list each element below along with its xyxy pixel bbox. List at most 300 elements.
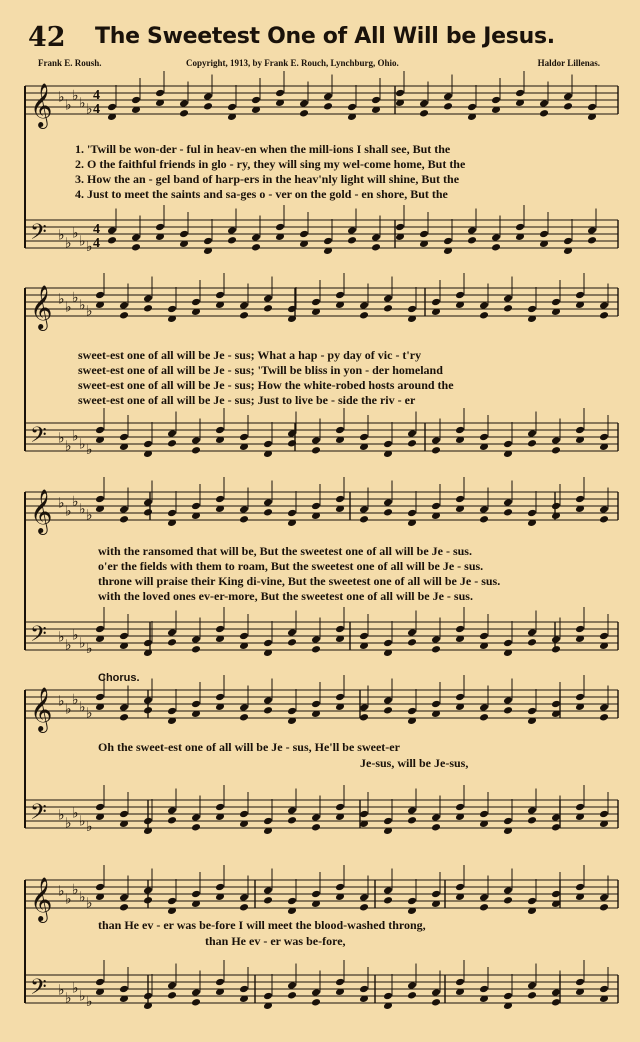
note-head: [299, 109, 309, 118]
note-head: [551, 502, 561, 511]
bass-clef-icon: 𝄢: [30, 622, 47, 652]
lyric-line: sweet-est one of all will be Je - sus; What a hap - py day of vic - t'ry: [78, 348, 422, 362]
note-head: [95, 426, 105, 435]
flat-icon: ♭: [65, 815, 72, 832]
flat-icon: ♭: [79, 635, 86, 652]
note-head: [359, 985, 369, 994]
note-head: [479, 893, 489, 902]
note-head: [119, 703, 129, 712]
system-5: [0, 870, 640, 1030]
note-head: [383, 639, 393, 648]
note-head: [275, 89, 285, 98]
note-head: [179, 230, 189, 239]
flat-icon: ♭: [79, 813, 86, 830]
treble-clef-icon: 𝄞: [30, 83, 53, 127]
note-head: [431, 998, 441, 1007]
note-head: [143, 896, 153, 905]
note-head: [191, 813, 201, 822]
note-head: [527, 638, 537, 647]
note-head: [119, 311, 129, 320]
note-head: [311, 890, 321, 899]
flat-icon: ♭: [79, 988, 86, 1005]
note-head: [191, 446, 201, 455]
note-head: [527, 509, 537, 518]
note-head: [407, 981, 417, 990]
note-head: [467, 226, 477, 235]
lyric-line: 1. 'Twill be won-der - ful in heav-en when the mill-ions I shall see, But the: [75, 142, 451, 156]
note-head: [263, 696, 273, 705]
note-head: [191, 890, 201, 899]
note-head: [599, 301, 609, 310]
note-head: [419, 99, 429, 108]
note-head: [443, 237, 453, 246]
note-head: [215, 495, 225, 504]
flat-icon: ♭: [72, 225, 79, 242]
flat-icon: ♭: [86, 442, 93, 459]
note-head: [407, 305, 417, 314]
note-head: [479, 433, 489, 442]
note-head: [311, 998, 321, 1007]
note-head: [311, 446, 321, 455]
note-head: [227, 226, 237, 235]
note-head: [263, 294, 273, 303]
note-head: [431, 813, 441, 822]
lyric-line: 4. Just to meet the saints and sa-ges o - ver on the gold - en shore, But the: [75, 187, 448, 201]
note-head: [251, 233, 261, 242]
note-head: [167, 439, 177, 448]
note-head: [539, 230, 549, 239]
flat-icon: ♭: [65, 503, 72, 520]
flat-icon: ♭: [79, 297, 86, 314]
note-head: [347, 103, 357, 112]
note-head: [359, 893, 369, 902]
note-head: [167, 981, 177, 990]
note-head: [119, 433, 129, 442]
note-head: [587, 226, 597, 235]
note-head: [407, 429, 417, 438]
note-head: [479, 515, 489, 524]
chorus-label: Chorus.: [98, 672, 140, 684]
note-head: [335, 291, 345, 300]
note-head: [263, 896, 273, 905]
note-head: [143, 817, 153, 826]
note-head: [503, 440, 513, 449]
note-head: [335, 803, 345, 812]
note-head: [167, 429, 177, 438]
note-head: [107, 103, 117, 112]
note-head: [599, 985, 609, 994]
note-head: [383, 294, 393, 303]
lyric-line: with the ransomed that will be, But the sweetest one of all will be Je - sus.: [98, 544, 472, 558]
note-head: [263, 440, 273, 449]
note-head: [323, 237, 333, 246]
note-head: [479, 505, 489, 514]
note-head: [563, 92, 573, 101]
note-head: [551, 446, 561, 455]
note-head: [167, 628, 177, 637]
flat-icon: ♭: [58, 430, 65, 447]
note-head: [287, 991, 297, 1000]
note-head: [527, 897, 537, 906]
note-head: [119, 893, 129, 902]
flat-icon: ♭: [79, 889, 86, 906]
note-head: [131, 233, 141, 242]
note-head: [311, 823, 321, 832]
lyric-line: sweet-est one of all will be Je - sus; How the white-robed hosts around the: [78, 378, 454, 392]
note-head: [203, 92, 213, 101]
note-head: [107, 226, 117, 235]
flat-icon: ♭: [86, 994, 93, 1011]
note-head: [479, 810, 489, 819]
note-head: [575, 803, 585, 812]
note-head: [479, 301, 489, 310]
note-head: [455, 291, 465, 300]
note-head: [407, 509, 417, 518]
note-head: [515, 89, 525, 98]
time-signature-num: 4: [93, 222, 100, 237]
flat-icon: ♭: [72, 980, 79, 997]
note-head: [335, 625, 345, 634]
note-head: [323, 102, 333, 111]
lyric-line: Je-sus, will be Je-sus,: [360, 756, 469, 770]
note-head: [155, 223, 165, 232]
note-head: [143, 639, 153, 648]
note-head: [167, 991, 177, 1000]
note-head: [119, 713, 129, 722]
note-head: [371, 96, 381, 105]
note-head: [575, 495, 585, 504]
bass-clef-icon: 𝄢: [30, 975, 47, 1005]
hymn-title: The Sweetest One of All Will be Jesus.: [95, 24, 555, 49]
flat-icon: ♭: [58, 227, 65, 244]
flat-icon: ♭: [72, 87, 79, 104]
time-signature-num: 4: [93, 88, 100, 103]
flat-icon: ♭: [65, 637, 72, 654]
note-head: [467, 103, 477, 112]
composer-credit: Frank E. Roush.: [38, 58, 102, 68]
flat-icon: ♭: [72, 289, 79, 306]
note-head: [527, 981, 537, 990]
note-head: [167, 816, 177, 825]
time-signature-den: 4: [93, 102, 100, 117]
note-head: [587, 236, 597, 245]
note-head: [167, 806, 177, 815]
note-head: [311, 436, 321, 445]
note-head: [191, 436, 201, 445]
note-head: [407, 628, 417, 637]
note-head: [335, 978, 345, 987]
note-head: [431, 502, 441, 511]
flat-icon: ♭: [86, 895, 93, 912]
note-head: [563, 102, 573, 111]
note-head: [227, 103, 237, 112]
note-head: [383, 896, 393, 905]
note-head: [239, 311, 249, 320]
note-head: [263, 508, 273, 517]
flat-icon: ♭: [65, 891, 72, 908]
note-head: [359, 632, 369, 641]
flat-icon: ♭: [58, 807, 65, 824]
note-head: [167, 638, 177, 647]
note-head: [575, 625, 585, 634]
note-head: [311, 988, 321, 997]
note-head: [215, 978, 225, 987]
note-head: [503, 896, 513, 905]
note-head: [191, 645, 201, 654]
note-head: [131, 96, 141, 105]
note-head: [527, 806, 537, 815]
note-head: [215, 426, 225, 435]
note-head: [143, 294, 153, 303]
note-head: [95, 291, 105, 300]
flat-icon: ♭: [72, 627, 79, 644]
flat-icon: ♭: [79, 95, 86, 112]
note-head: [407, 638, 417, 647]
note-head: [335, 495, 345, 504]
note-head: [479, 311, 489, 320]
note-head: [263, 498, 273, 507]
flat-icon: ♭: [72, 493, 79, 510]
lyric-line: Oh the sweet-est one of all will be Je - sus, He'll be sweet-er: [98, 740, 400, 754]
note-head: [143, 886, 153, 895]
flat-icon: ♭: [72, 805, 79, 822]
note-head: [575, 426, 585, 435]
note-head: [263, 817, 273, 826]
flat-icon: ♭: [65, 97, 72, 114]
note-head: [431, 700, 441, 709]
note-head: [599, 433, 609, 442]
note-head: [395, 223, 405, 232]
note-head: [407, 897, 417, 906]
note-head: [347, 226, 357, 235]
note-head: [287, 509, 297, 518]
note-head: [539, 99, 549, 108]
note-head: [323, 92, 333, 101]
note-head: [455, 426, 465, 435]
note-head: [167, 897, 177, 906]
note-head: [287, 897, 297, 906]
note-head: [503, 696, 513, 705]
note-head: [383, 817, 393, 826]
note-head: [599, 632, 609, 641]
note-head: [347, 236, 357, 245]
note-head: [527, 707, 537, 716]
note-head: [503, 294, 513, 303]
note-head: [263, 639, 273, 648]
note-head: [239, 810, 249, 819]
note-head: [311, 813, 321, 822]
note-head: [155, 89, 165, 98]
flat-icon: ♭: [86, 819, 93, 836]
note-head: [287, 628, 297, 637]
bass-clef-icon: 𝄢: [30, 800, 47, 830]
flat-icon: ♭: [58, 629, 65, 646]
note-head: [431, 823, 441, 832]
flat-icon: ♭: [86, 303, 93, 320]
note-head: [191, 298, 201, 307]
note-head: [383, 498, 393, 507]
note-head: [119, 903, 129, 912]
note-head: [299, 99, 309, 108]
note-head: [239, 301, 249, 310]
note-head: [503, 639, 513, 648]
note-head: [167, 509, 177, 518]
note-head: [335, 426, 345, 435]
note-head: [503, 817, 513, 826]
note-head: [563, 237, 573, 246]
note-head: [551, 298, 561, 307]
note-head: [479, 903, 489, 912]
flat-icon: ♭: [72, 881, 79, 898]
note-head: [119, 301, 129, 310]
note-head: [527, 816, 537, 825]
note-head: [299, 230, 309, 239]
lyric-line: 2. O the faithful friends in glo - ry, they will sing my wel-come home, But the: [75, 157, 466, 171]
note-head: [503, 706, 513, 715]
note-head: [419, 109, 429, 118]
flat-icon: ♭: [58, 883, 65, 900]
note-head: [191, 998, 201, 1007]
note-head: [119, 810, 129, 819]
flat-icon: ♭: [65, 990, 72, 1007]
note-head: [407, 439, 417, 448]
lyric-line: 3. How the an - gel band of harp-ers in the heav'nly light will shine, But the: [75, 172, 460, 186]
time-signature-den: 4: [93, 236, 100, 251]
note-head: [143, 440, 153, 449]
note-head: [575, 978, 585, 987]
note-head: [527, 991, 537, 1000]
note-head: [599, 505, 609, 514]
note-head: [407, 816, 417, 825]
note-head: [455, 693, 465, 702]
system-4: [0, 680, 640, 855]
note-head: [179, 99, 189, 108]
note-head: [239, 893, 249, 902]
note-head: [359, 515, 369, 524]
note-head: [215, 803, 225, 812]
note-head: [95, 495, 105, 504]
note-head: [383, 886, 393, 895]
note-head: [383, 440, 393, 449]
note-head: [431, 645, 441, 654]
note-head: [143, 992, 153, 1001]
note-head: [455, 883, 465, 892]
note-head: [287, 707, 297, 716]
note-head: [479, 703, 489, 712]
note-head: [551, 635, 561, 644]
flat-icon: ♭: [79, 436, 86, 453]
note-head: [203, 237, 213, 246]
treble-clef-icon: 𝄞: [30, 687, 53, 731]
note-head: [599, 903, 609, 912]
note-head: [599, 311, 609, 320]
note-head: [191, 700, 201, 709]
note-head: [383, 304, 393, 313]
note-head: [239, 713, 249, 722]
flat-icon: ♭: [58, 495, 65, 512]
note-head: [95, 978, 105, 987]
flat-icon: ♭: [86, 641, 93, 658]
note-head: [335, 693, 345, 702]
note-head: [239, 433, 249, 442]
page-number: 42: [28, 22, 66, 53]
lyric-line: with the loved ones ev-er-more, But the sweetest one of all will be Je - sus.: [98, 589, 473, 603]
note-head: [383, 696, 393, 705]
note-head: [191, 823, 201, 832]
bass-clef-icon: 𝄢: [30, 423, 47, 453]
note-head: [431, 890, 441, 899]
note-head: [359, 903, 369, 912]
note-head: [311, 645, 321, 654]
note-head: [539, 109, 549, 118]
flat-icon: ♭: [58, 693, 65, 710]
flat-icon: ♭: [65, 701, 72, 718]
flat-icon: ♭: [58, 89, 65, 106]
note-head: [467, 236, 477, 245]
note-head: [167, 707, 177, 716]
note-head: [491, 96, 501, 105]
note-head: [119, 505, 129, 514]
note-head: [359, 505, 369, 514]
note-head: [503, 304, 513, 313]
note-head: [275, 223, 285, 232]
bass-clef-icon: 𝄢: [30, 220, 47, 250]
lyric-line: than He ev - er was be-fore I will meet the blood-washed throng,: [98, 918, 426, 932]
lyric-line: sweet-est one of all will be Je - sus; Just to live be - side the riv - er: [78, 393, 416, 407]
note-head: [455, 978, 465, 987]
note-head: [575, 291, 585, 300]
note-head: [95, 803, 105, 812]
note-head: [419, 230, 429, 239]
note-head: [311, 700, 321, 709]
note-head: [383, 508, 393, 517]
note-head: [383, 706, 393, 715]
note-head: [239, 515, 249, 524]
note-head: [431, 298, 441, 307]
note-head: [215, 291, 225, 300]
note-head: [527, 628, 537, 637]
note-head: [143, 304, 153, 313]
note-head: [371, 233, 381, 242]
note-head: [359, 311, 369, 320]
note-head: [239, 903, 249, 912]
flat-icon: ♭: [86, 239, 93, 256]
note-head: [551, 645, 561, 654]
note-head: [143, 706, 153, 715]
note-head: [455, 495, 465, 504]
note-head: [95, 883, 105, 892]
note-head: [287, 981, 297, 990]
note-head: [311, 635, 321, 644]
note-head: [215, 625, 225, 634]
note-head: [503, 992, 513, 1001]
treble-clef-icon: 𝄞: [30, 489, 53, 533]
note-head: [383, 992, 393, 1001]
note-head: [263, 992, 273, 1001]
flat-icon: ♭: [65, 438, 72, 455]
note-head: [599, 810, 609, 819]
note-head: [251, 96, 261, 105]
note-head: [407, 707, 417, 716]
note-head: [407, 806, 417, 815]
note-head: [335, 883, 345, 892]
note-head: [503, 886, 513, 895]
note-head: [251, 243, 261, 252]
note-head: [587, 103, 597, 112]
lyric-line: throne will praise their King di-vine, But the sweetest one of all will be Je - sus.: [98, 574, 501, 588]
lyric-line: than He ev - er was be-fore,: [205, 934, 346, 948]
note-head: [503, 508, 513, 517]
